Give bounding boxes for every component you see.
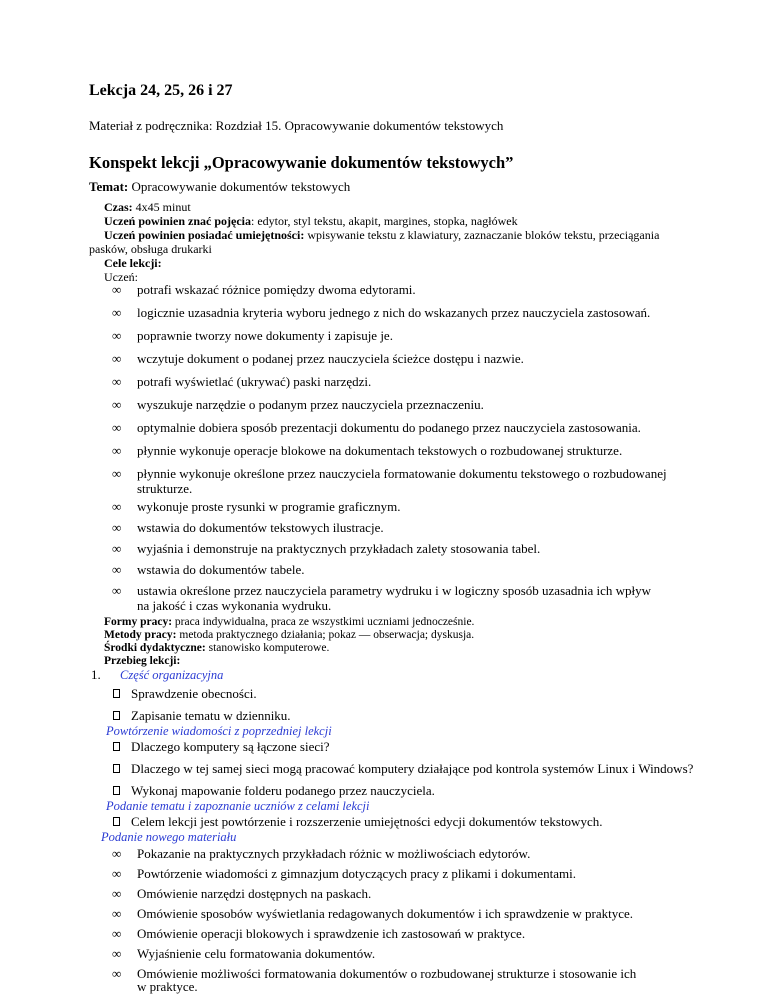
new-title: Podanie nowego materiału bbox=[101, 830, 237, 844]
checkbox-icon bbox=[113, 817, 120, 826]
bullet-icon: ∞ bbox=[112, 886, 122, 901]
work-methods-line bbox=[104, 629, 474, 641]
time-line bbox=[104, 200, 191, 215]
goal-item: ∞ logicznie uzasadnia kryteria wyboru jednego z nich do wskazanych przez nauczyciela zastosowań. bbox=[112, 305, 651, 320]
org-item: Zapisanie tematu w dzienniku. bbox=[131, 708, 291, 723]
work-forms-label: Formy pracy: bbox=[104, 616, 173, 628]
bullet-icon: ∞ bbox=[112, 443, 122, 458]
intro-title: Podanie tematu i zapoznanie uczniów z celami lekcji bbox=[106, 799, 370, 813]
work-forms-value: praca indywidualna, praca ze wszystkimi uczniami jednocześnie. bbox=[172, 616, 475, 628]
goal-item-cont: strukturze. bbox=[137, 481, 193, 496]
work-forms-line bbox=[104, 616, 474, 628]
new-item-cont: w praktyce. bbox=[137, 979, 198, 994]
bullet-icon: ∞ bbox=[112, 420, 122, 435]
bullet-icon: ∞ bbox=[112, 397, 122, 412]
bullet-icon: ∞ bbox=[112, 946, 122, 961]
new-item: ∞ Pokazanie na praktycznych przykładach różnic w możliwościach edytorów. bbox=[112, 846, 531, 861]
bullet-icon: ∞ bbox=[112, 966, 122, 981]
org-item: Sprawdzenie obecności. bbox=[131, 686, 257, 701]
source-material: Materiał z podręcznika: Rozdział 15. Opracowywanie dokumentów tekstowych bbox=[89, 118, 504, 133]
bullet-icon: ∞ bbox=[112, 305, 122, 320]
topic-value: Opracowywanie dokumentów tekstowych bbox=[128, 179, 351, 194]
bullet-icon: ∞ bbox=[112, 351, 122, 366]
new-item: ∞ Omówienie operacji blokowych i sprawdzenie ich zastosowań w praktyce. bbox=[112, 926, 526, 941]
work-methods-value: metoda praktycznego działania; pokaz — obserwacja; dyskusja. bbox=[176, 629, 475, 641]
goal-item: ∞ ustawia określone przez nauczyciela parametry wydruku i w logiczny sposób uzasadnia ich wpływ bbox=[112, 583, 652, 598]
bullet-icon: ∞ bbox=[112, 866, 122, 881]
goal-item: ∞ płynnie wykonuje operacje blokowe na dokumentach tekstowych o rozbudowanej strukturze. bbox=[112, 443, 623, 458]
topic-line bbox=[89, 179, 350, 195]
bullet-icon: ∞ bbox=[112, 328, 122, 343]
didactic-label: Środki dydaktyczne: bbox=[104, 642, 206, 654]
concepts-label: Uczeń powinien znać pojęcia bbox=[104, 214, 251, 228]
bullet-icon: ∞ bbox=[112, 541, 122, 556]
didactic-line bbox=[104, 642, 329, 654]
skills-label: Uczeń powinien posiadać umiejętności: bbox=[104, 228, 305, 242]
new-item: ∞ Powtórzenie wiadomości z gimnazjum dotyczących pracy z plikami i dokumentami. bbox=[112, 866, 576, 881]
skills-value: wpisywanie tekstu z klawiatury, zaznaczanie bloków tekstu, przeciągania bbox=[304, 228, 660, 242]
checkbox-icon bbox=[113, 742, 120, 751]
bullet-icon: ∞ bbox=[112, 466, 122, 481]
goal-item: ∞ potrafi wyświetlać (ukrywać) paski narzędzi. bbox=[112, 374, 372, 389]
goals-label: Cele lekcji: bbox=[104, 256, 162, 270]
checkbox-icon bbox=[113, 786, 120, 795]
goal-item-cont: na jakość i czas wykonania wydruku. bbox=[137, 598, 332, 613]
review-title: Powtórzenie wiadomości z poprzedniej lekcji bbox=[106, 724, 332, 738]
student-label: Uczeń: bbox=[104, 270, 138, 284]
new-item: ∞ Omówienie możliwości formatowania dokumentów o rozbudowanej strukturze i stosowanie ich bbox=[112, 966, 637, 981]
intro-item: Celem lekcji jest powtórzenie i rozszerzenie umiejętności edycji dokumentów tekstowych. bbox=[131, 814, 603, 829]
bullet-icon: ∞ bbox=[112, 374, 122, 389]
new-item: ∞ Omówienie sposobów wyświetlania redagowanych dokumentów i ich sprawdzenie w praktyce. bbox=[112, 906, 634, 921]
lesson-title: Lekcja 24, 25, 26 i 27 bbox=[89, 82, 233, 99]
goal-item: ∞ wstawia do dokumentów tekstowych ilustracje. bbox=[112, 520, 384, 535]
goal-item: ∞ wstawia do dokumentów tabele. bbox=[112, 562, 305, 577]
didactic-value: stanowisko komputerowe. bbox=[205, 642, 330, 654]
concepts-line bbox=[104, 214, 518, 229]
goal-item: ∞ wyjaśnia i demonstruje na praktycznych przykładach zalety stosowania tabel. bbox=[112, 541, 541, 556]
goal-item: ∞ optymalnie dobiera sposób prezentacji dokumentu do podanego przez nauczyciela zastosowania. bbox=[112, 420, 641, 435]
course-label: Przebieg lekcji: bbox=[104, 655, 181, 667]
goal-item: ∞ wczytuje dokument o podanej przez nauczyciela ścieżce dostępu i nazwie. bbox=[112, 351, 524, 366]
bullet-icon: ∞ bbox=[112, 926, 122, 941]
section1-number: 1. bbox=[91, 667, 101, 682]
bullet-icon: ∞ bbox=[112, 583, 122, 598]
new-item: ∞ Wyjaśnienie celu formatowania dokumentów. bbox=[112, 946, 376, 961]
goal-item: ∞ płynnie wykonuje określone przez nauczyciela formatowanie dokumentu tekstowego o rozbudowanej bbox=[112, 466, 667, 481]
work-methods-label: Metody pracy: bbox=[104, 629, 177, 641]
concepts-value: : edytor, styl tekstu, akapit, margines, stopka, nagłówek bbox=[250, 214, 518, 228]
bullet-icon: ∞ bbox=[112, 906, 122, 921]
checkbox-icon bbox=[113, 764, 120, 773]
bullet-icon: ∞ bbox=[112, 499, 122, 514]
bullet-icon: ∞ bbox=[112, 282, 122, 297]
review-item: Dlaczego komputery są łączone sieci? bbox=[131, 739, 330, 754]
review-item: Wykonaj mapowanie folderu podanego przez nauczyciela. bbox=[131, 783, 435, 798]
review-item: Dlaczego w tej samej sieci mogą pracować komputery działające pod kontrola systemów Linux i Windows? bbox=[131, 761, 694, 776]
checkbox-icon bbox=[113, 711, 120, 720]
topic-label: Temat: bbox=[89, 179, 129, 194]
bullet-icon: ∞ bbox=[112, 520, 122, 535]
section1-title: Część organizacyjna bbox=[120, 668, 224, 682]
time-value: 4x45 minut bbox=[132, 200, 191, 214]
checkbox-icon bbox=[113, 689, 120, 698]
goal-item: ∞ potrafi wskazać różnice pomiędzy dwoma edytorami. bbox=[112, 282, 416, 297]
new-item: ∞ Omówienie narzędzi dostępnych na paskach. bbox=[112, 886, 372, 901]
bullet-icon: ∞ bbox=[112, 846, 122, 861]
goal-item: ∞ poprawnie tworzy nowe dokumenty i zapisuje je. bbox=[112, 328, 393, 343]
goal-item: ∞ wyszukuje narzędzie o podanym przez nauczyciela przeznaczeniu. bbox=[112, 397, 484, 412]
bullet-icon: ∞ bbox=[112, 562, 122, 577]
skills-value-cont: pasków, obsługa drukarki bbox=[89, 242, 212, 256]
outline-title: Konspekt lekcji „Opracowywanie dokumentów tekstowych” bbox=[89, 153, 514, 172]
time-label: Czas: bbox=[104, 200, 133, 214]
goal-item: ∞ wykonuje proste rysunki w programie graficznym. bbox=[112, 499, 401, 514]
skills-line bbox=[104, 228, 659, 243]
